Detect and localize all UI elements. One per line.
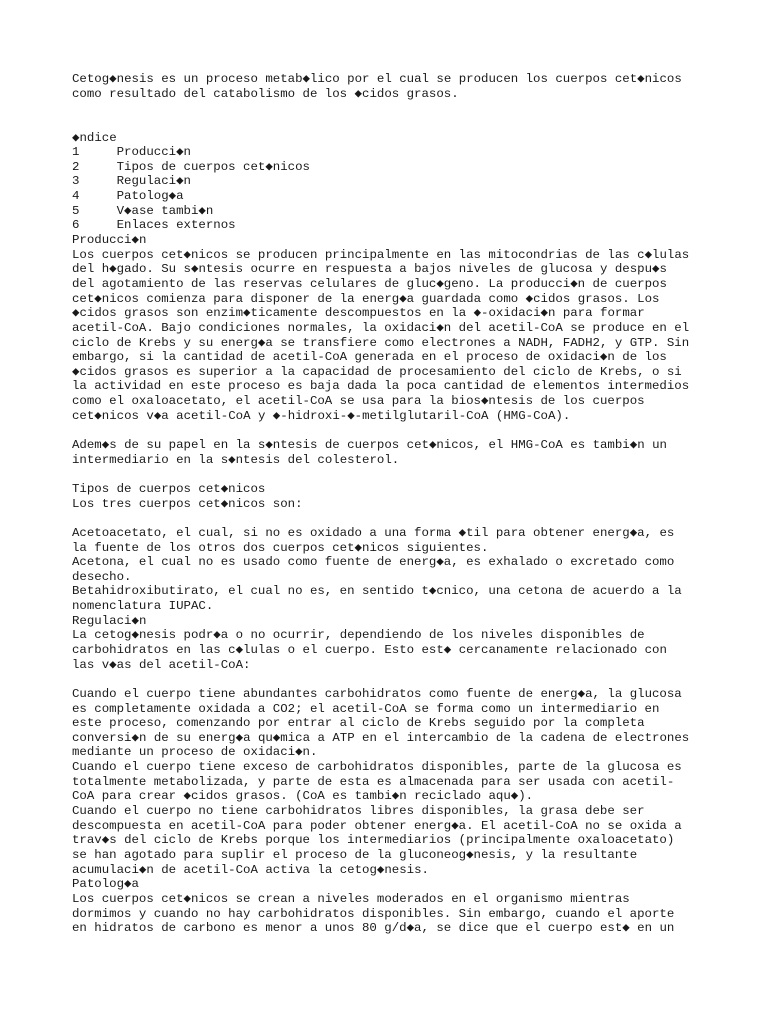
blank-line [72,101,712,116]
text-line: como el oxaloacetato, el acetil-CoA se usa para la bios◆ntesis de los cuerpos [72,394,645,409]
text-line: acetil-CoA. Bajo condiciones normales, la oxidaci◆n del acetil-CoA se produce en el [72,320,690,335]
text-line: Cuando el cuerpo tiene exceso de carbohidratos disponibles, parte de la glucosa es [72,760,682,775]
text-line: descompuesta en acetil-CoA para poder obtener energ◆a. El acetil-CoA no se oxida a [72,818,682,833]
text-line: conversi◆n de su energ◆a qu◆mica a ATP en el intercambio de la cadena de electrones [72,730,690,745]
text-line: Cuando el cuerpo no tiene carbohidratos libres disponibles, la grasa debe ser [72,804,645,819]
text-line: 1 Producci◆n [72,145,191,160]
text-line: trav◆s del ciclo de Krebs porque los intermediarios (principalmente oxaloacetato) [72,833,675,848]
blank-line [72,116,712,131]
text-line: 6 Enlaces externos [72,218,236,233]
text-line: desecho. [72,569,132,584]
text-line: intermediario en la s◆ntesis del colesterol. [72,452,400,467]
text-line: Adem◆s de su papel en la s◆ntesis de cuerpos cet◆nicos, el HMG-CoA es tambi◆n un [72,438,667,453]
text-line: Producci◆n [72,233,147,248]
text-line: ciclo de Krebs y su energ◆a se transfiere como electrones a NADH, FADH2, y GTP. Sin [72,335,690,350]
text-line: ◆ndice [72,130,117,145]
text-line: mediante un proceso de oxidaci◆n. [72,745,318,760]
text-line: Cuando el cuerpo tiene abundantes carbohidratos como fuente de energ◆a, la glucosa [72,686,682,701]
blank-line [72,672,712,687]
text-line: la fuente de los otros dos cuerpos cet◆nicos siguientes. [72,540,489,555]
text-line: Los cuerpos cet◆nicos se producen principalmente en las mitocondrias de las c◆lulas [72,247,690,262]
text-line: acumulaci◆n de acetil-CoA activa la cetog◆nesis. [72,862,429,877]
text-line: nomenclatura IUPAC. [72,599,214,614]
text-line: es completamente oxidada a CO2; el acetil-CoA se forma como un intermediario en [72,701,660,716]
text-line: Regulaci◆n [72,613,147,628]
text-line: totalmente metabolizada, y parte de esta es almacenada para ser usada con acetil- [72,774,675,789]
text-line: las v◆as del acetil-CoA: [72,657,251,672]
text-line: Los tres cuerpos cet◆nicos son: [72,496,303,511]
text-line: en hidratos de carbono es menor a unos 80 g/d◆a, se dice que el cuerpo est◆ en un [72,921,675,936]
text-line: como resultado del catabolismo de los ◆cidos grasos. [72,86,459,101]
text-line: Tipos de cuerpos cet◆nicos [72,481,266,496]
text-line: 2 Tipos de cuerpos cet◆nicos [72,159,310,174]
text-line: este proceso, comenzando por entrar al ciclo de Krebs seguido por la completa [72,716,645,731]
text-line: carbohidratos en las c◆lulas o el cuerpo. Esto est◆ cercanamente relacionado con [72,642,667,657]
text-line: 5 V◆ase tambi◆n [72,203,214,218]
text-line: Patolog◆a [72,877,139,892]
document-page [72,72,712,936]
text-line: cet◆nicos comienza para disponer de la energ◆a guardada como ◆cidos grasos. Los [72,291,660,306]
text-line: se han agotado para suplir el proceso de la gluconeog◆nesis, y la resultante [72,847,638,862]
text-line: la actividad en este proceso es baja dada la poca cantidad de elementos intermedios [72,379,690,394]
text-line: ◆cidos grasos es superior a la capacidad de procesamiento del ciclo de Krebs, o si [72,364,682,379]
text-line: La cetog◆nesis podr◆a o no ocurrir, dependiendo de los niveles disponibles de [72,628,645,643]
text-line: Betahidroxibutirato, el cual no es, en sentido t◆cnico, una cetona de acuerdo a la [72,584,682,599]
text-line: embargo, si la cantidad de acetil-CoA generada en el proceso de oxidaci◆n de los [72,350,667,365]
text-line: ◆cidos grasos son enzim◆ticamente descompuestos en la ◆-oxidaci◆n para formar [72,306,645,321]
text-line: del h◆gado. Su s◆ntesis ocurre en respuesta a bajos niveles de glucosa y despu◆s [72,262,667,277]
text-line: del agotamiento de las reservas celulares de gluc◆geno. La producci◆n de cuerpos [72,276,667,291]
text-line: Cetog◆nesis es un proceso metab◆lico por el cual se producen los cuerpos cet◆nicos [72,72,682,86]
blank-line [72,467,712,482]
text-line: 3 Regulaci◆n [72,174,191,189]
blank-line [72,511,712,526]
text-line: 4 Patolog◆a [72,189,184,204]
text-line: CoA para crear ◆cidos grasos. (CoA es tambi◆n reciclado aqu◆). [72,789,534,804]
text-line: Acetoacetato, el cual, si no es oxidado a una forma ◆til para obtener energ◆a, es [72,525,675,540]
text-line: Los cuerpos cet◆nicos se crean a niveles moderados en el organismo mientras [72,891,630,906]
blank-line [72,423,712,438]
text-line: cet◆nicos v◆a acetil-CoA y ◆-hidroxi-◆-metilglutaril-CoA (HMG-CoA). [72,408,571,423]
text-line: Acetona, el cual no es usado como fuente de energ◆a, es exhalado o excretado como [72,555,675,570]
text-line: dormimos y cuando no hay carbohidratos disponibles. Sin embargo, cuando el aporte [72,906,675,921]
